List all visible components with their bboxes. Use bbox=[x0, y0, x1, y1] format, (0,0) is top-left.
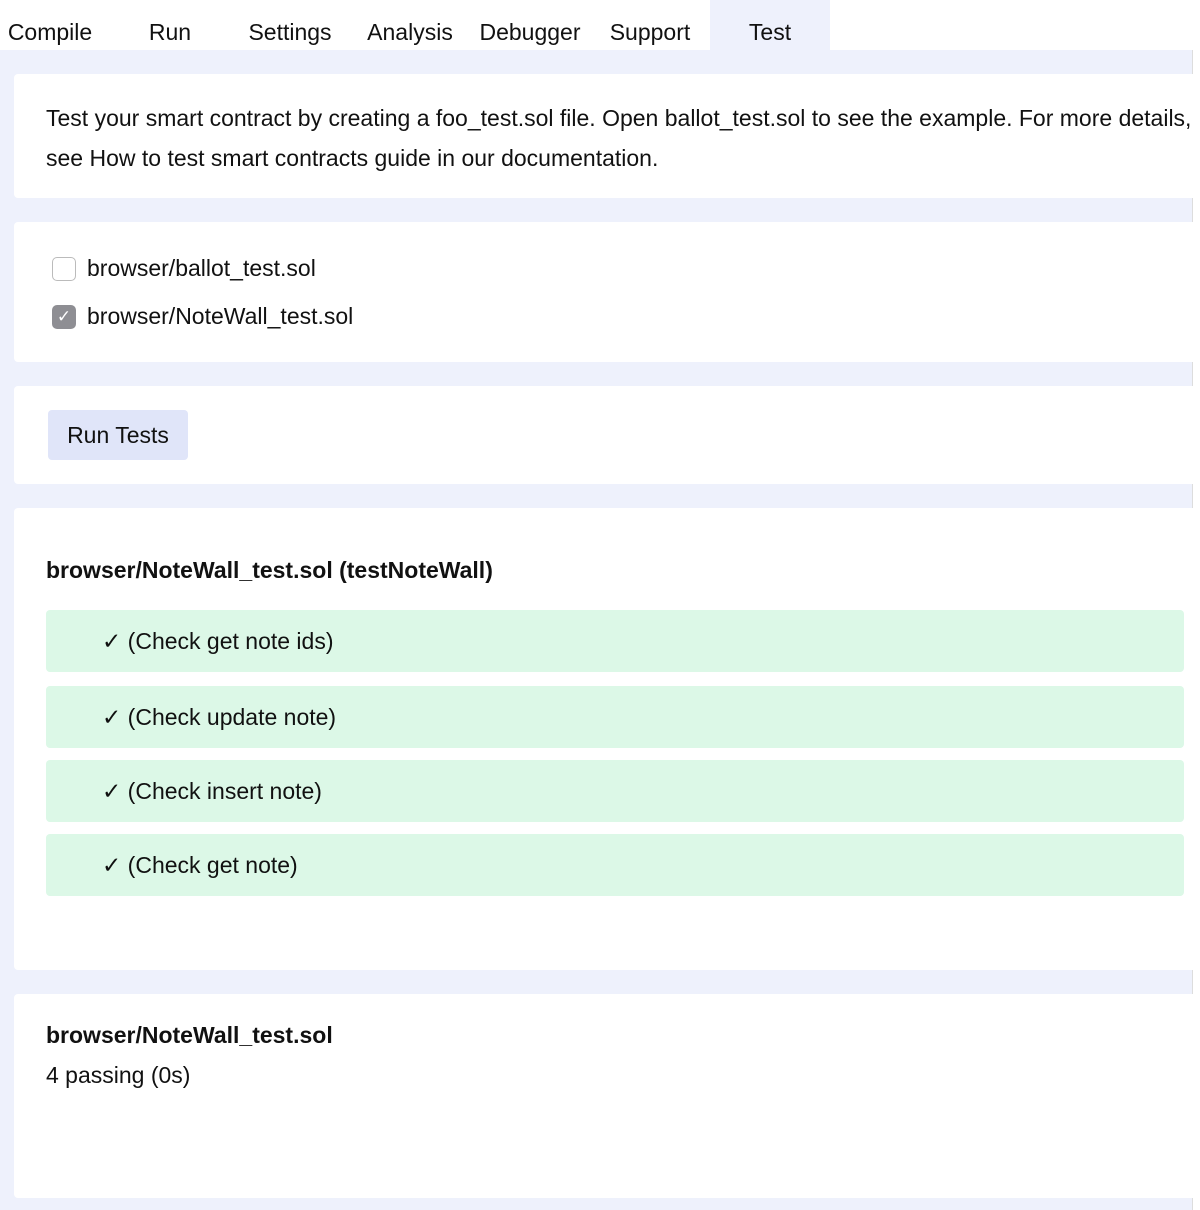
file-checkbox-ballot[interactable] bbox=[52, 255, 316, 282]
check-icon: ✓ bbox=[102, 852, 122, 878]
tab-run[interactable]: Run bbox=[148, 19, 192, 45]
tab-support[interactable]: Support bbox=[609, 19, 691, 45]
check-icon: ✓ bbox=[102, 778, 122, 804]
test-label: (Check insert note) bbox=[127, 778, 322, 804]
run-tests-button[interactable]: Run Tests bbox=[48, 410, 188, 460]
check-icon: ✓ bbox=[102, 628, 122, 654]
tab-settings[interactable]: Settings bbox=[248, 19, 332, 45]
test-result-row bbox=[46, 834, 1184, 896]
test-label: (Check get note ids) bbox=[127, 628, 334, 654]
run-section bbox=[14, 386, 1193, 484]
tab-debugger[interactable]: Debugger bbox=[479, 19, 581, 45]
tab-test[interactable]: Test bbox=[710, 0, 830, 50]
test-label: (Check get note) bbox=[127, 852, 298, 878]
test-label: (Check update note) bbox=[127, 704, 337, 730]
checkbox[interactable] bbox=[52, 257, 76, 281]
results-title: browser/NoteWall_test.sol (testNoteWall) bbox=[46, 557, 493, 583]
test-file-list bbox=[14, 222, 1193, 362]
summary-text: 4 passing (0s) bbox=[46, 1062, 191, 1088]
tab-bar bbox=[0, 0, 1200, 50]
test-results bbox=[14, 508, 1193, 970]
test-summary bbox=[14, 994, 1193, 1198]
test-result-row bbox=[46, 610, 1184, 672]
test-panel bbox=[0, 50, 1193, 1210]
file-label: browser/ballot_test.sol bbox=[87, 255, 316, 281]
tab-analysis[interactable]: Analysis bbox=[367, 19, 453, 45]
checkbox-checked[interactable]: ✓ bbox=[52, 305, 76, 329]
test-result-row bbox=[46, 760, 1184, 822]
file-checkbox-notewall[interactable] bbox=[52, 303, 353, 330]
tab-compile[interactable]: Compile bbox=[7, 19, 93, 45]
summary-title: browser/NoteWall_test.sol bbox=[46, 1022, 333, 1048]
file-label: browser/NoteWall_test.sol bbox=[87, 303, 354, 329]
check-icon: ✓ bbox=[102, 704, 122, 730]
intro-text: Test your smart contract by creating a foo_test.sol file. Open ballot_test.sol to see the example. For more details, see How to test smart contracts guide in our documentation. bbox=[14, 74, 1193, 198]
test-result-row bbox=[46, 686, 1184, 748]
